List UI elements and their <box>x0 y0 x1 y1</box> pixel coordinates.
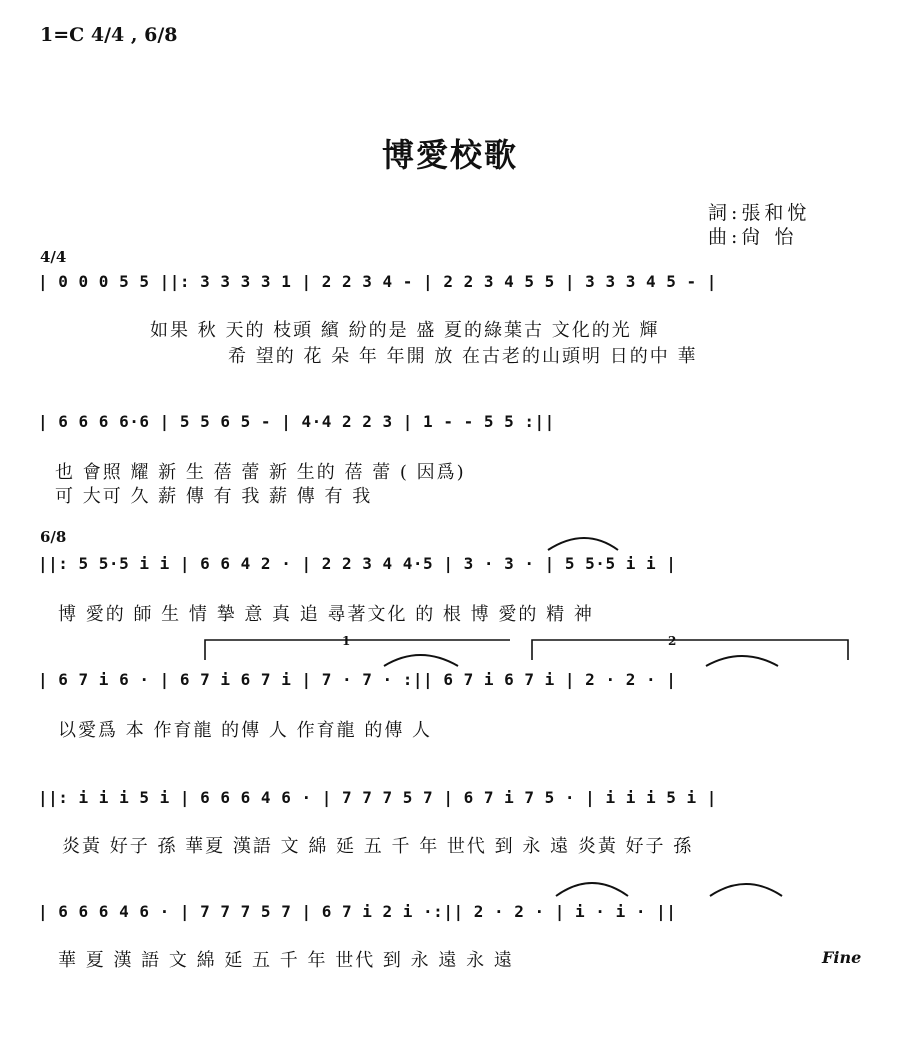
notation-line-4: | 6 7 i 6 · | 6 7 i 6 7 i | 7 · 7 · :|| 6 7 i 6 7 i | 2 · 2 · | <box>38 670 677 689</box>
lyrics-line-3: 博 愛的 師 生 情 摯 意 真 追 尋著文化 的 根 博 愛的 精 神 <box>58 604 594 625</box>
key-signature: 1=C 4/4 , 6/8 <box>40 24 178 46</box>
lyrics-line-4: 以愛爲 本 作育龍 的傳 人 作育龍 的傳 人 <box>58 720 433 741</box>
tie-arc <box>384 655 458 666</box>
notation-line-1: | 0 0 0 5 5 ||: 3 3 3 3 1 | 2 2 3 4 - | 2 2 3 4 5 5 | 3 3 3 4 5 - | <box>38 272 717 291</box>
lyrics-line-5: 炎黃 好子 孫 華夏 漢語 文 綿 延 五 千 年 世代 到 永 遠 炎黃 好子 孫 <box>62 836 694 857</box>
lyrics-line-2b: 可 大可 久 薪 傳 有 我 薪 傳 有 我 <box>55 486 373 507</box>
volta-1-label: 1 <box>342 634 351 648</box>
lyrics-line-1a: 如果 秋 天的 枝頭 繽 紛的是 盛 夏的綠葉古 文化的光 輝 <box>150 320 660 341</box>
notation-line-6: | 6 6 6 4 6 · | 7 7 7 5 7 | 6 7 i 2 i ·:|| 2 · 2 · | i · i · || <box>38 902 677 921</box>
fine-marking: Fine <box>822 948 862 967</box>
notation-line-2: | 6 6 6 6·6 | 5 5 6 5 - | 4·4 2 2 3 | 1 - - 5 5 :|| <box>38 412 555 431</box>
volta-2-label: 2 <box>668 634 677 648</box>
lyrics-line-1b: 希 望的 花 朵 年 年開 放 在古老的山頭明 日的中 華 <box>228 346 698 367</box>
tie-arc <box>548 538 618 550</box>
song-title: 博愛校歌 <box>381 136 518 174</box>
volta-1-bracket <box>205 640 510 660</box>
tie-arc <box>710 884 782 896</box>
lyrics-line-6: 華 夏 漢 語 文 綿 延 五 千 年 世代 到 永 遠 永 遠 <box>58 950 514 971</box>
notation-line-3: ||: 5 5·5 i i | 6 6 4 2 · | 2 2 3 4 4·5 | 3 · 3 · | 5 5·5 i i | <box>38 554 677 573</box>
lyrics-line-2a: 也 會照 耀 新 生 蓓 蕾 新 生的 蓓 蕾 ( 因爲) <box>55 462 466 483</box>
notation-line-5: ||: i i i 5 i | 6 6 6 4 6 · | 7 7 7 5 7 | 6 7 i 7 5 · | i i i 5 i | <box>38 788 717 807</box>
tie-arc <box>706 656 778 666</box>
tie-arc <box>556 883 628 896</box>
lyricist-credit: 詞:張和悅 <box>708 202 811 224</box>
meter-4-4: 4/4 <box>40 248 67 266</box>
meter-6-8: 6/8 <box>40 528 67 546</box>
composer-credit: 曲:尙 怡 <box>708 226 798 248</box>
volta-2-bracket <box>532 640 848 660</box>
